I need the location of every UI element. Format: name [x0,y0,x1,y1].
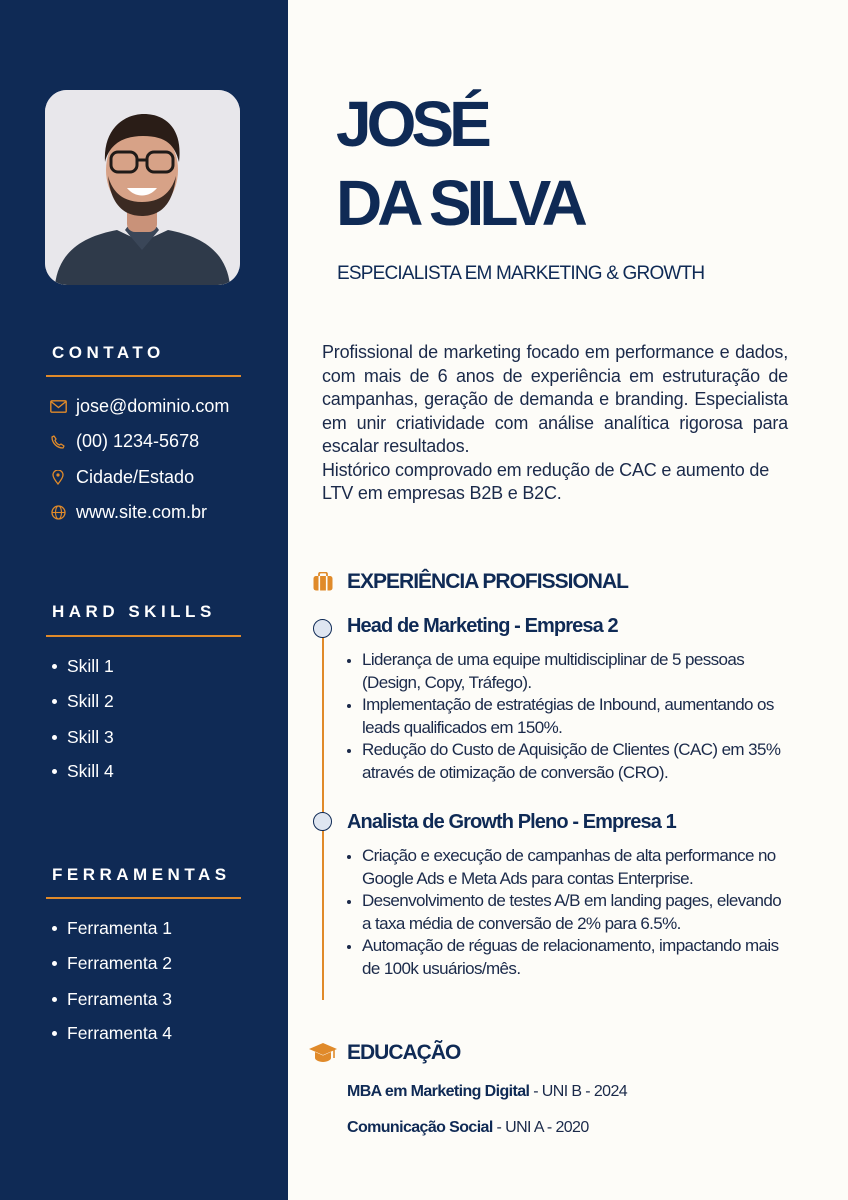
contact-email[interactable] [49,396,229,417]
hard-skills-title: HARD SKILLS [52,602,216,621]
education-item [347,1083,627,1101]
job-bullets [345,649,785,784]
skill-item: Skill 1 [52,656,114,677]
tool-item: Ferramenta 3 [52,989,172,1010]
location-pin-icon [49,469,67,487]
summary-paragraph: Histórico comprovado em redução de CAC e aumento de LTV em empresas B2B e B2C. [322,459,770,503]
sidebar [0,0,288,1200]
job-bullet: Implementação de estratégias de Inbound, aumentando os leads qualificados em 150%. [345,694,785,739]
globe-icon [49,504,67,522]
summary [322,341,788,506]
skill-item: Skill 3 [52,727,114,748]
contact-location [49,467,194,488]
job-title: Analista de Growth Pleno - Empresa 1 [347,811,676,833]
education-detail: - UNI A - 2020 [492,1119,589,1136]
education-detail: - UNI B - 2024 [529,1083,628,1100]
education-item [347,1119,589,1137]
contact-email-text: jose@dominio.com [76,396,230,416]
contact-website[interactable] [49,502,207,523]
mail-icon [49,398,67,416]
name-first: JOSÉ [336,88,487,160]
job-bullet: Liderança de uma equipe multidisciplinar de 5 pessoas (Design, Copy, Tráfego). [345,649,785,694]
tool-item: Ferramenta 1 [52,918,172,939]
timeline-node [313,619,332,638]
job-bullet: Criação e execução de campanhas de alta performance no Google Ads e Meta Ads para contas Enterprise. [345,845,785,890]
job-title: Head de Marketing - Empresa 2 [347,615,618,637]
tools-title: FERRAMENTAS [52,865,231,884]
contact-location-text: Cidade/Estado [76,467,195,487]
timeline-node [313,812,332,831]
name-last: DA SILVA [336,167,583,239]
contact-phone-text: (00) 1234-5678 [76,431,200,451]
graduation-cap-icon [308,1042,338,1069]
job-bullet: Desenvolvimento de testes A/B em landing pages, elevando a taxa média de conversão de 2% para 6.5%. [345,890,785,935]
summary-paragraph: Profissional de marketing focado em performance e dados, com mais de 6 anos de experiência em estruturação de campanhas, geração de demanda e branding. Especialista em unir criatividade com análise analítica rigorosa para escalar resultados. [322,342,788,456]
education-course: MBA em Marketing Digital [347,1083,530,1100]
tool-item: Ferramenta 4 [52,1023,172,1044]
contact-phone[interactable] [49,431,199,452]
tool-item: Ferramenta 2 [52,953,172,974]
education-title: EDUCAÇÃO [347,1041,461,1064]
skill-item: Skill 4 [52,761,114,782]
contact-title: CONTATO [52,343,165,362]
briefcase-icon [313,572,333,596]
profile-photo [45,90,240,285]
job-role: ESPECIALISTA EM MARKETING & GROWTH [337,263,705,284]
experience-title: EXPERIÊNCIA PROFISSIONAL [347,570,628,593]
job-bullets [345,845,785,980]
tools-divider [46,897,241,899]
education-course: Comunicação Social [347,1119,493,1136]
skill-item: Skill 2 [52,691,114,712]
phone-icon [49,433,67,451]
job-bullet: Redução do Custo de Aquisição de Clientes (CAC) em 35% através de otimização de conversão (CRO). [345,739,785,784]
hard-skills-divider [46,635,241,637]
contact-website-text: www.site.com.br [76,502,208,522]
job-bullet: Automação de réguas de relacionamento, impactando mais de 100k usuários/mês. [345,935,785,980]
contact-divider [46,375,241,377]
